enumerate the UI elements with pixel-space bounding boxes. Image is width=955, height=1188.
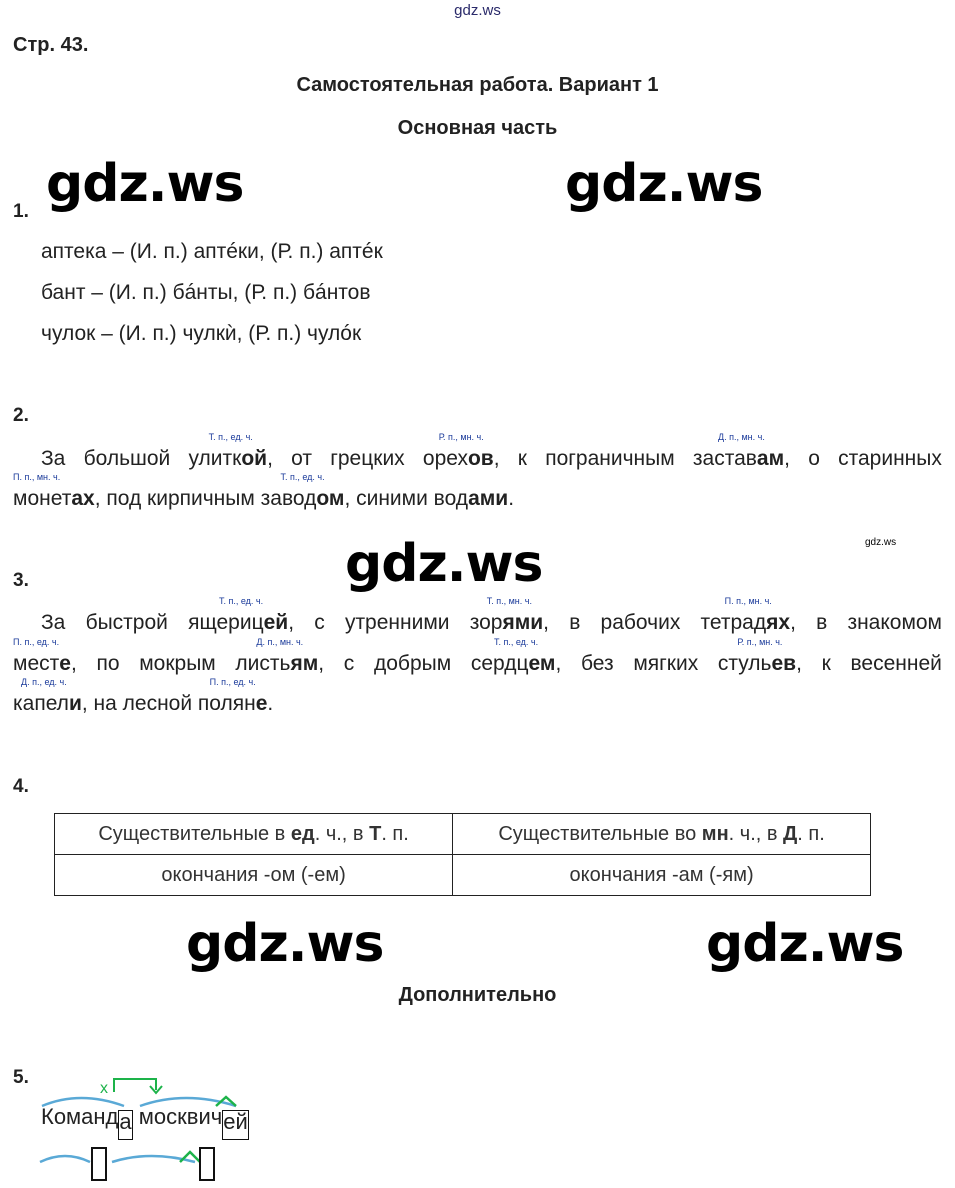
case-note: Т. п., мн. ч. — [486, 596, 532, 606]
task-3-line-3: Д. п., ед. ч. капели, на лесной П. п., ед. ч. поляне. — [13, 677, 274, 715]
case-note: Т. п., ед. ч. — [494, 637, 539, 647]
watermark-small: gdz.ws — [865, 537, 897, 548]
task-4-number: 4. — [13, 776, 29, 797]
top-watermark: gdz.ws — [454, 2, 501, 19]
case-note: Т. п., ед. ч. — [280, 472, 325, 482]
cell-right: окончания -ам (-ям) — [453, 855, 871, 896]
word: грецких — [330, 447, 405, 470]
word-root: москвич — [138, 1104, 223, 1129]
word-yashchericey: Т. п., ед. ч. ящерицей, — [188, 596, 295, 634]
word: о — [808, 447, 820, 470]
watermark-2: gdz.ws — [565, 154, 763, 214]
word-tetradyah: П. п., мн. ч. тетрадях, — [700, 596, 796, 634]
word: пограничным — [545, 447, 675, 470]
word-root: Команд — [41, 1104, 119, 1129]
word-zavodom: Т. п., ед. ч. заводом — [260, 472, 345, 510]
word-monetah: П. п., мн. ч. монетах — [13, 472, 95, 510]
word: старинных — [838, 447, 942, 470]
word: от — [291, 447, 312, 470]
section-title: Основная часть — [397, 117, 558, 139]
case-note: Т. п., ед. ч. — [219, 596, 264, 606]
work-title: Самостоятельная работа. Вариант 1 — [296, 74, 659, 96]
arrow-line — [114, 1079, 156, 1092]
endings-table — [54, 813, 871, 896]
ending-box-4 — [200, 1148, 214, 1180]
word-stulev: Р. п., мн. ч. стульев, — [717, 637, 802, 675]
header-left: Существительные в ед. ч., в Т. п. — [55, 814, 453, 855]
case-note: Д. п., мн. ч. — [256, 637, 304, 647]
word-orehov: Р. п., мн. ч. орехов, — [422, 432, 500, 470]
task-5-number: 5. — [13, 1067, 29, 1088]
header-right: Существительные во мн. ч., в Д. п. — [453, 814, 871, 855]
word-polyane: П. п., ед. ч. поляне — [197, 677, 268, 715]
case-note: П. п., мн. ч. — [13, 472, 61, 482]
task-1-line-1: аптека – (И. п.) аптéки, (Р. п.) аптéк — [41, 240, 383, 263]
page-number: Стр. 43. — [13, 34, 89, 56]
case-note: Р. п., мн. ч. — [737, 637, 783, 647]
task-1-number: 1. — [13, 201, 29, 222]
watermark-4: gdz.ws — [186, 914, 384, 974]
case-note: Д. п., мн. ч. — [718, 432, 765, 442]
word-ulitkoy: Т. п., ед. ч. улиткой, — [188, 432, 273, 470]
word-meste: П. п., ед. ч. месте, — [13, 637, 77, 675]
word-listyam: Д. п., мн. ч. листьям, — [235, 637, 325, 675]
case-note: П. п., ед. ч. — [13, 637, 60, 647]
word-zastavam: Д. п., мн. ч. заставам, — [692, 432, 790, 470]
ending-box: а — [118, 1110, 132, 1140]
case-note: Р. п., мн. ч. — [438, 432, 484, 442]
extra-title: Дополнительно — [398, 984, 557, 1006]
word: большой — [83, 447, 171, 470]
task-5-phrase — [41, 1106, 249, 1140]
task-3-line-2: П. п., ед. ч. месте, по мокрым Д. п., мн. ч. листьям, с добрым Т. п., ед. ч. сердцем, без мягких Р. п., мн. ч. стульев, к весенней — [13, 637, 942, 675]
case-note: П. п., ед. ч. — [209, 677, 256, 687]
task-2-number: 2. — [13, 405, 29, 426]
root-arc-3 — [40, 1156, 90, 1162]
x-mark: х — [100, 1080, 108, 1097]
task-1-line-3: чулок – (И. п.) чулкѝ, (Р. п.) чулóк — [41, 322, 362, 345]
watermark-1: gdz.ws — [46, 154, 244, 214]
ending-box: ей — [222, 1110, 249, 1140]
word-serdcem: Т. п., ед. ч. сердцем, — [470, 637, 562, 675]
task-2-line-2: П. п., мн. ч. монетах, под кирпичным Т. п., ед. ч. заводом, синими водами. — [13, 472, 515, 510]
watermark-5: gdz.ws — [706, 914, 904, 974]
word: к — [517, 447, 527, 470]
word-kapeli: Д. п., ед. ч. капели — [13, 677, 82, 715]
word: За — [41, 447, 66, 470]
task-3-number: 3. — [13, 570, 29, 591]
task-2-line-1 — [41, 432, 942, 471]
ending-box-3 — [92, 1148, 106, 1180]
case-note: Д. п., ед. ч. — [21, 677, 67, 687]
task-1-line-2: бант – (И. п.) бáнты, (Р. п.) бáнтов — [41, 281, 371, 304]
word-zoryami: Т. п., мн. ч. зорями, — [469, 596, 550, 634]
watermark-3: gdz.ws — [345, 534, 543, 594]
cell-left: окончания -ом (-ем) — [55, 855, 453, 896]
task-3-line-1: За быстрой Т. п., ед. ч. ящерицей, с утренними Т. п., мн. ч. зорями, в рабочих П. п., мн. ч. тетрадях, в знакомом — [41, 596, 942, 634]
case-note: Т. п., ед. ч. — [208, 432, 253, 442]
case-note: П. п., мн. ч. — [724, 596, 772, 606]
